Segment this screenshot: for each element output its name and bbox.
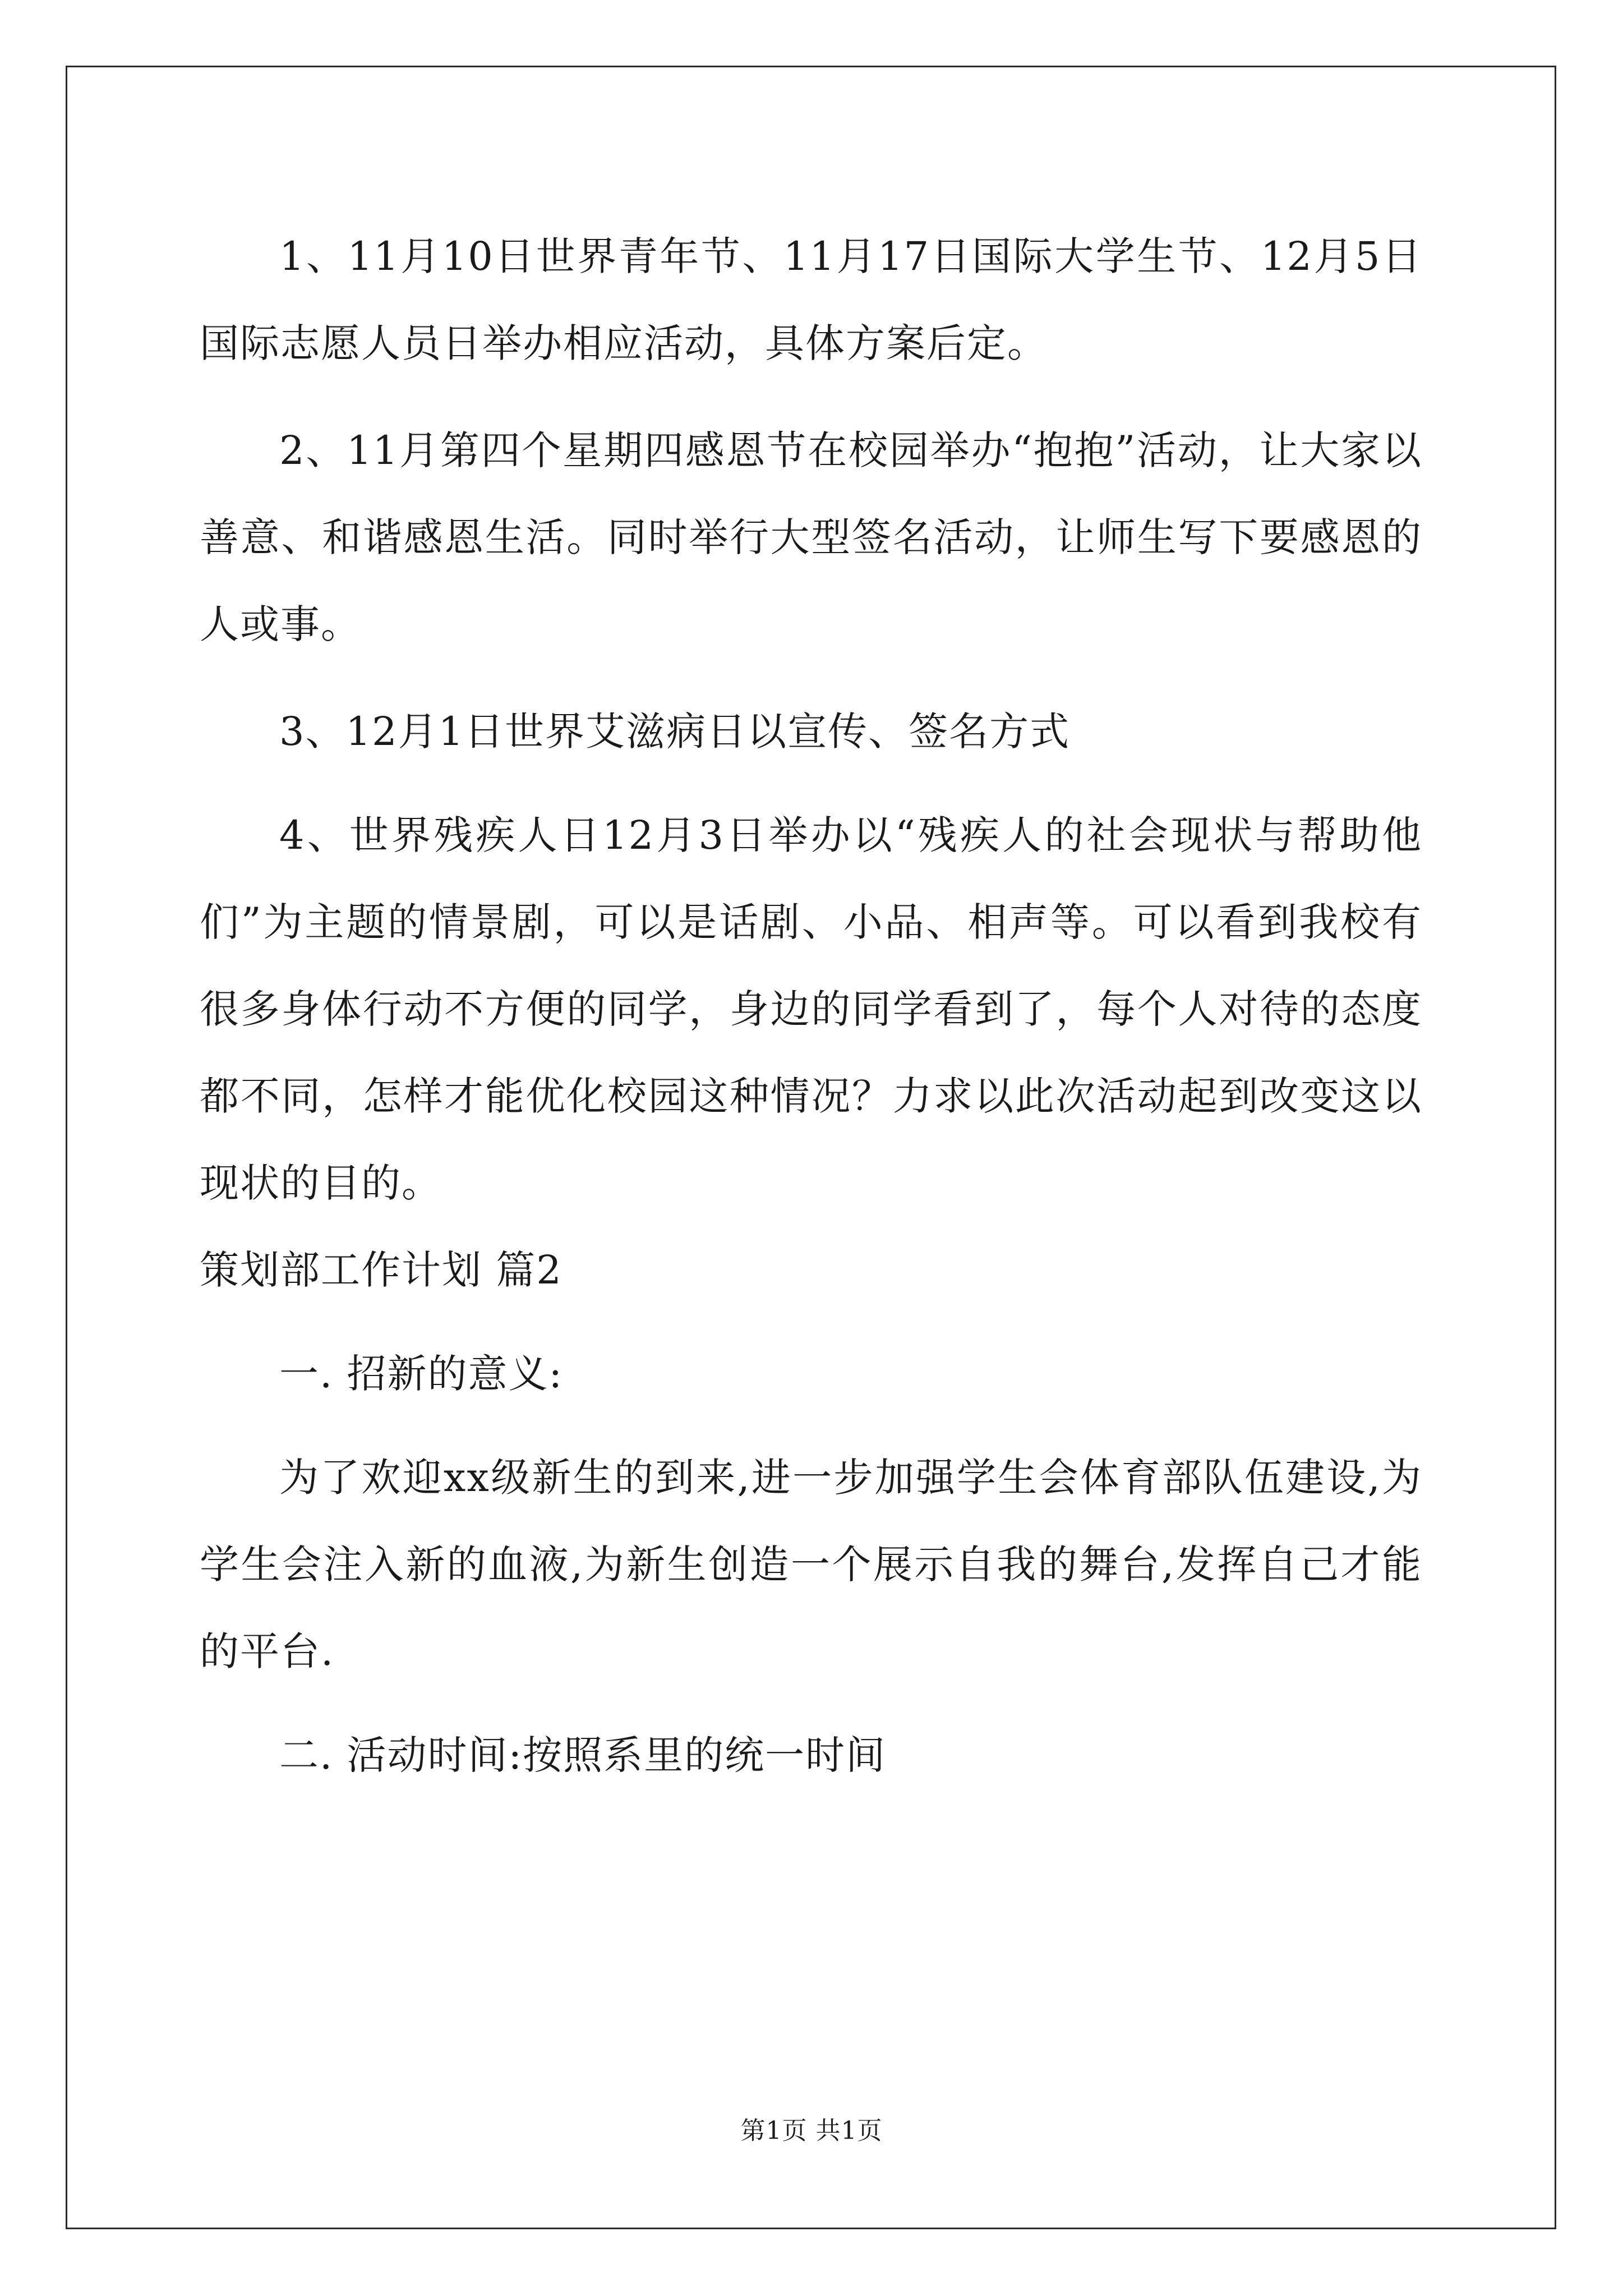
paragraph-3: 3、12月1日世界艾滋病日以宣传、签名方式 (279, 708, 1071, 754)
section-heading: 策划部工作计划 篇2 (200, 1247, 562, 1293)
document-body (200, 213, 1422, 1799)
page-footer: 第1页 共1页 (740, 2116, 883, 2145)
paragraph-4: 4、世界残疾人日12月3日举办以“残疾人的社会现状与帮助他们”为主题的情景剧，可以是话剧、小品、相声等。可以看到我校有很多身体行动不方便的同学，身边的同学看到了，每个人对待的态度都不同，怎样才能优化校园这种情况？力求以此次活动起到改变这以现状的目的。 (200, 812, 1422, 1206)
paragraph-2: 2、11月第四个星期四感恩节在校园举办“抱抱”活动，让大家以善意、和谐感恩生活。同时举行大型签名活动，让师生写下要感恩的人或事。 (200, 427, 1422, 647)
section-paragraph-3: 二. 活动时间:按照系里的统一时间 (279, 1732, 887, 1778)
paragraph-1: 1、11月10日世界青年节、11月17日国际大学生节、12月5日国际志愿人员日举办相应活动，具体方案后定。 (200, 233, 1422, 366)
section-paragraph-1: 一. 招新的意义: (279, 1351, 564, 1397)
section-paragraph-2: 为了欢迎xx级新生的到来,进一步加强学生会体育部队伍建设,为学生会注入新的血液,为新生创造一个展示自我的舞台,发挥自己才能的平台. (200, 1455, 1423, 1674)
